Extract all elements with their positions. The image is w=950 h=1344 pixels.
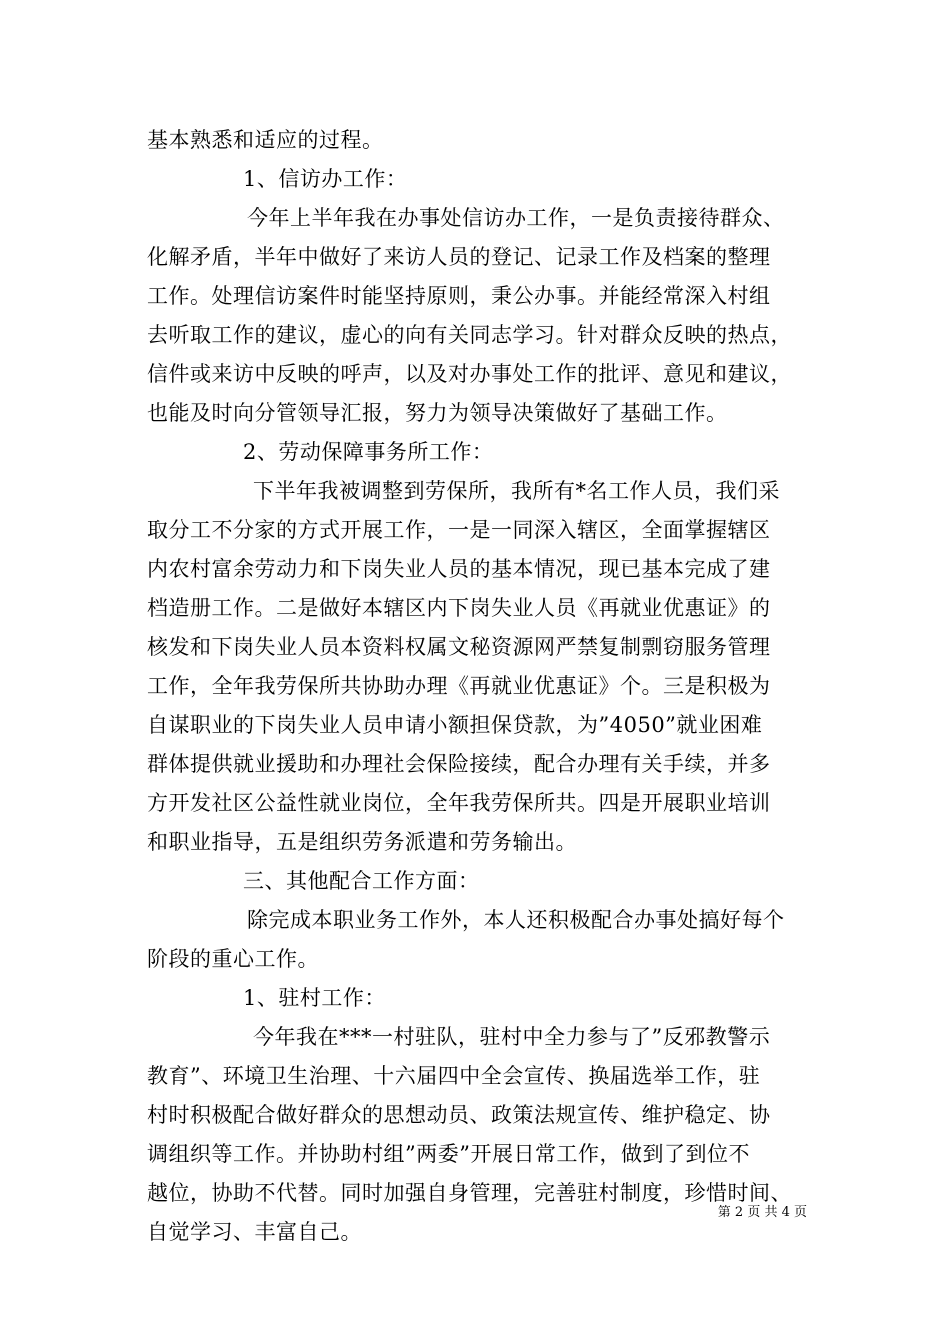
body-line: 和职业指导，五是组织劳务派遣和劳务输出。 [147,830,577,854]
body-line: 内农村富余劳动力和下岗失业人员的基本情况，现已基本完成了建 [147,557,771,581]
body-line: 教育”、环境卫生治理、十六届四中全会宣传、换届选举工作，驻 [147,1064,761,1088]
body-line: 核发和下岗失业人员本资料权属文秘资源网严禁复制剽窃服务管理 [147,635,771,659]
body-line: 自谋职业的下岗失业人员申请小额担保贷款，为”4050”就业困难 [147,713,763,737]
body-line: 村时积极配合做好群众的思想动员、政策法规宣传、维护稳定、协 [147,1103,771,1127]
section-heading: 1、信访办工作： [243,167,408,191]
body-line: 方开发社区公益性就业岗位，全年我劳保所共。四是开展职业培训 [147,791,771,815]
body-line: 阶段的重心工作。 [147,947,319,971]
body-line: 也能及时向分管领导汇报，努力为领导决策做好了基础工作。 [147,401,728,425]
body-line: 今年上半年我在办事处信访办工作，一是负责接待群众、 [247,206,785,230]
body-line: 调组织等工作。并协助村组”两委”开展日常工作，做到了到位不 [147,1142,750,1166]
body-line: 今年我在***一村驻队，驻村中全力参与了”反邪教警示 [253,1025,771,1049]
section-heading: 2、劳动保障事务所工作： [243,440,494,464]
section-heading: 三、其他配合工作方面： [243,869,480,893]
page-number-footer: 第 2 页 共 4 页 [717,1205,807,1220]
body-line: 自觉学习、丰富自己。 [147,1220,362,1244]
body-line: 越位，协助不代替。同时加强自身管理，完善驻村制度，珍惜时间、 [147,1181,792,1205]
body-line: 下半年我被调整到劳保所，我所有*名工作人员，我们采 [253,479,780,503]
body-line: 去听取工作的建议，虚心的向有关同志学习。针对群众反映的热点， [147,323,792,347]
body-line: 化解矛盾，半年中做好了来访人员的登记、记录工作及档案的整理 [147,245,771,269]
body-line: 取分工不分家的方式开展工作，一是一同深入辖区，全面掌握辖区 [147,518,771,542]
document-body [147,121,807,1252]
body-line: 除完成本职业务工作外，本人还积极配合办事处搞好每个 [247,908,785,932]
body-line: 基本熟悉和适应的过程。 [147,128,384,152]
section-heading: 1、驻村工作： [243,986,386,1010]
body-line: 档造册工作。二是做好本辖区内下岗失业人员《再就业优惠证》的 [147,596,771,620]
body-line: 群体提供就业援助和办理社会保险接续，配合办理有关手续，并多 [147,752,771,776]
body-line: 信件或来访中反映的呼声，以及对办事处工作的批评、意见和建议， [147,362,792,386]
body-line: 工作，全年我劳保所共协助办理《再就业优惠证》个。三是积极为 [147,674,771,698]
body-line: 工作。处理信访案件时能坚持原则，秉公办事。并能经常深入村组 [147,284,771,308]
